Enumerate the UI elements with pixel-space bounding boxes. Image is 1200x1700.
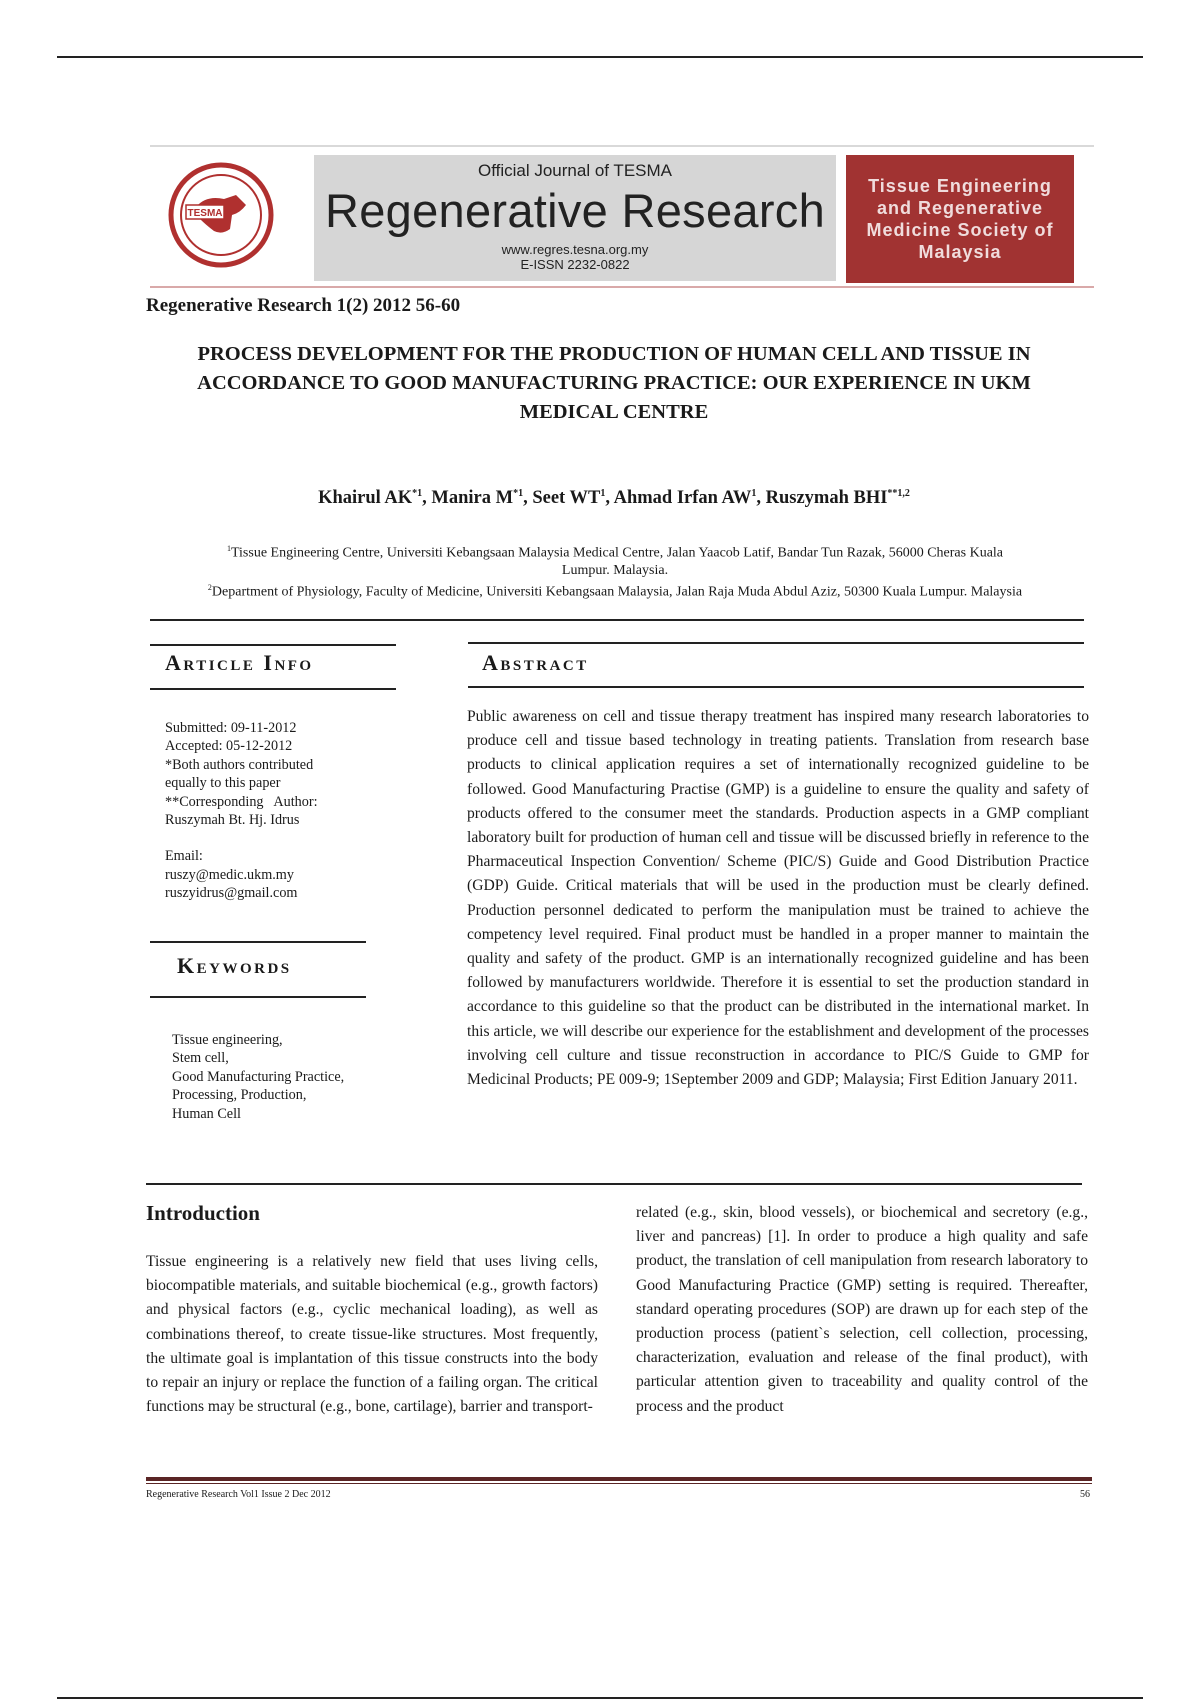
title-line: MEDICAL CENTRE (519, 401, 709, 423)
introduction-column-1: Tissue engineering is a relatively new field that uses living cells, biocompatible materials, and suitable biochemical (e.g., growth factors) and physical factors (e.g., cyclic mechanical loading), as well as combinations thereof, to create tissue-like structures. Most frequently, the ultimate goal is implantation of this tissue constructs into the body to repair an injury or replace the function of a failing organ. The critical functions may be structural (e.g., bone, cartilage), barrier and transport- (146, 1253, 598, 1416)
author-list: Khairul AK$^{*1}$, Manira $M^{*1}$, Seet $WT^1$, Ahmad Irfan $AW^1$, Ruszymah BHI$^{**1,2}$ (318, 488, 910, 509)
page-bottom-rule (57, 1697, 1143, 1699)
corresponding-author: Ruszymah Bt. Hj. Idrus (165, 812, 300, 829)
submitted-date: Submitted: 09-11-2012 (165, 720, 297, 736)
article-info-heading: Article Info (165, 650, 314, 675)
abstract-heading: Abstract (482, 650, 589, 675)
title-line: ACCORDANCE TO GOOD MANUFACTURING PRACTICE: OUR EXPERIENCE IN UKM (197, 372, 1031, 394)
author-affiliation-mark: **1,2 (887, 488, 910, 499)
keyword-item: Good Manufacturing Practice, (172, 1068, 345, 1085)
masthead-top-line (150, 145, 1094, 147)
journal-url-issn (314, 242, 836, 272)
footer-issue: Regenerative Research Vol1 Issue 2 Dec 2012 (146, 1489, 331, 1500)
keywords-rule-top (150, 941, 366, 943)
keyword-item: Stem cell, (172, 1050, 229, 1067)
author-name: Khairul AK (318, 488, 413, 509)
journal-issn: E-ISSN 2232-0822 (520, 257, 630, 272)
affiliation-text: Lumpur. Malaysia. (561, 562, 669, 578)
footer-rule-thin (146, 1483, 1092, 1484)
accepted-date: Accepted: 05-12-2012 (165, 738, 293, 755)
info-note: *Both authors contributed (165, 756, 314, 773)
abstract-rule-bottom (468, 686, 1084, 688)
email-address[interactable]: ruszyidrus@gmail.com (165, 885, 298, 902)
page-top-rule (57, 56, 1143, 58)
introduction-column-2: related (e.g., skin, blood vessels), or biochemical and secretory (e.g., liver and pancreas) [1]. In order to produce a high quality and safe product, the translation of cell manipulation from research laboratory to Good Manufacturing Practice (GMP) setting is required. Thereafter, standard operating procedures (SOP) are drawn up for each step of the production process (patient`s selection, cell collection, processing, characterization, evaluation and release of the final product), with particular attention given to traceability and quality control of the process and the product (636, 1204, 1088, 1415)
keyword-item: Processing, Production, (172, 1087, 307, 1104)
author-affiliation-mark: *1 (513, 488, 524, 499)
masthead-bottom-line (150, 286, 1094, 288)
info-note: equally to this paper (165, 775, 281, 792)
author-affiliation-mark: *1 (412, 488, 423, 499)
keyword-item: Human Cell (172, 1105, 241, 1122)
keyword-item: Tissue engineering, (172, 1032, 283, 1048)
keyword-list (172, 1031, 392, 1123)
author-name: Ruszymah BHI (765, 488, 888, 509)
footer-rule-thick (146, 1477, 1092, 1481)
journal-masthead (150, 145, 1094, 288)
keywords-heading: Keywords (177, 953, 292, 978)
journal-url[interactable]: www.regres.tesna.org.my (501, 242, 649, 257)
logo-lettering: TESMA (187, 208, 223, 219)
article-info-body (165, 719, 355, 903)
article-info-rule-top (150, 644, 396, 646)
author-name: Seet WT (532, 488, 601, 509)
society-name: Tissue Engineering and Regenerative Medicine Society of Malaysia (866, 176, 1054, 262)
email-label: Email: (165, 848, 203, 865)
author-name: Ahmad Irfan AW (613, 488, 752, 509)
info-note: **Corresponding Author: (165, 793, 318, 810)
author-name: Manira M (431, 488, 514, 509)
author-affiliation-mark: 1 (600, 488, 606, 499)
affiliation-text: Tissue Engineering Centre, Universiti Kebangsaan Malaysia Medical Centre, Jalan Yaacob Latif, Bandar Tun Razak, 56000 Cheras Kuala (230, 545, 1004, 561)
official-journal-label: Official Journal of TESMA (477, 161, 672, 180)
affiliation-text: Department of Physiology, Faculty of Medicine, Universiti Kebangsaan Malaysia, Jalan Raja Muda Abdul Aziz, 50300 Kuala Lumpur. Malaysia (211, 584, 1023, 600)
introduction-heading: Introduction (146, 1201, 260, 1225)
affiliation-mark: 2 (207, 583, 212, 592)
abstract-separator (146, 1183, 1082, 1185)
article-info-rule-bottom (150, 688, 396, 690)
author-affiliation-mark: 1 (751, 488, 757, 499)
masthead-title-panel (314, 155, 836, 281)
journal-title: Regenerative Research (324, 184, 826, 237)
header-separator (150, 619, 1084, 621)
affiliation-mark: 1 (226, 544, 231, 553)
citation: Regenerative Research 1(2) 2012 56-60 (146, 295, 461, 316)
society-name-panel (846, 155, 1074, 283)
affiliation-2 (140, 579, 1090, 601)
page-number: 56 (1080, 1489, 1090, 1500)
email-address[interactable]: ruszy@medic.ukm.my (165, 866, 294, 883)
article-title (150, 340, 1078, 427)
abstract-text: Public awareness on cell and tissue therapy treatment has inspired many research laboratories to produce cell and tissue based technology in treating patients. Translation from research base products to clinical application requires a set of internationally recognized guideline to be followed. Good Manufacturing Practise (GMP) is a guideline to ensure the quality and safety of products offered to the consumer meet the standards. Production aspects in a GMP compliant laboratory built for production of human cell and tissue will be discussed briefly in reference to the Pharmaceutical Inspection Convention/ Scheme (PIC/S) Guide and Good Distribution Practice (GDP) Guide. Critical materials that will be used in the production must be clearly defined. Production personnel dedicated to perform the manipulation must be trained to achieve the competency level required. Final product must be handled in a proper manner to maintain the quality and safety of the product. GMP is an internationally recognized guideline and has been followed by manufacturers worldwide. Therefore it is essential to set the production standard in accordance to this guideline so that the product can be distributed in the international market. In this article, we will describe our experience for the establishment and development of the processes involving cell culture and tissue reconstruction in accordance to PIC/S Guide to GMP for Medicinal Products; PE 009-9; 1September 2009 and GDP; Malaysia; First Edition January 2011. (467, 708, 1089, 1089)
abstract-rule-top (468, 642, 1084, 644)
affiliation-1 (140, 540, 1090, 579)
keywords-rule-bottom (150, 996, 366, 998)
tesma-logo (166, 155, 276, 275)
title-line: PROCESS DEVELOPMENT FOR THE PRODUCTION OF HUMAN CELL AND TISSUE IN (197, 343, 1031, 365)
